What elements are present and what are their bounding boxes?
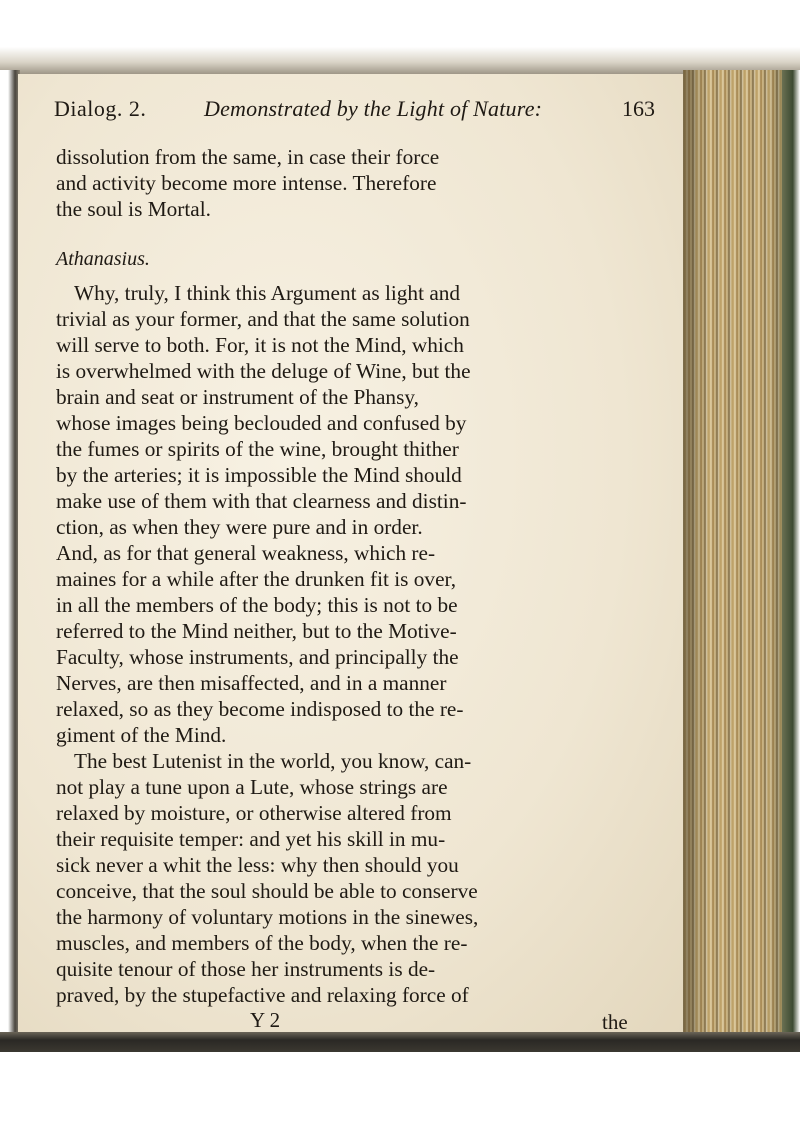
speaker-name: Athanasius. [56, 248, 150, 270]
text-line: make use of them with that clearness and distin- [56, 489, 467, 513]
text-line: Why, truly, I think this Argument as light and [74, 281, 461, 305]
text-line: relaxed, so as they become indisposed to the re- [56, 697, 464, 721]
text-line: The best Lutenist in the world, you know, can- [74, 749, 472, 773]
text-line: conceive, that the soul should be able to conserve [56, 879, 478, 903]
text-line: trivial as your former, and that the same solution [56, 307, 470, 331]
text-line: dissolution from the same, in case their force [56, 145, 440, 169]
page-text [36, 96, 676, 1034]
text-line: their requisite temper: and yet his skill in mu- [56, 827, 446, 851]
text-line: ction, as when they were pure and in order. [56, 515, 423, 539]
catchword: the [602, 1010, 628, 1034]
text-line: Faculty, whose instruments, and principally the [56, 645, 459, 669]
text-line: in all the members of the body; this is not to be [56, 593, 458, 617]
text-line: is overwhelmed with the deluge of Wine, but the [56, 359, 471, 383]
text-line: brain and seat or instrument of the Phansy, [56, 385, 419, 409]
text-line: will serve to both. For, it is not the Mind, which [56, 333, 464, 357]
text-line: the soul is Mortal. [56, 197, 211, 221]
signature-mark: Y 2 [250, 1008, 281, 1032]
text-line: the fumes or spirits of the wine, brought thither [56, 437, 459, 461]
text-line: praved, by the stupefactive and relaxing force of [56, 983, 469, 1007]
text-line: sick never a whit the less: why then should you [56, 853, 459, 877]
dialog-number: Dialog. 2. [54, 96, 147, 121]
text-line: And, as for that general weakness, which re- [56, 541, 436, 565]
page-number: 163 [622, 96, 655, 121]
text-line: quisite tenour of those her instruments is de- [56, 957, 436, 981]
text-line: Nerves, are then misaffected, and in a manner [56, 671, 447, 695]
scan-top-edge [0, 0, 800, 78]
scan-bottom-margin [0, 1052, 800, 1125]
text-line: whose images being beclouded and confused by [56, 411, 467, 435]
book-bottom-edge [0, 1032, 800, 1052]
running-title: Demonstrated by the Light of Nature: [204, 96, 543, 121]
book-binding-edge [0, 70, 20, 1035]
text-line: and activity become more intense. Therefore [56, 171, 437, 195]
text-line: by the arteries; it is impossible the Mind should [56, 463, 462, 487]
page-stack-edge [683, 70, 800, 1036]
text-line: referred to the Mind neither, but to the Motive- [56, 619, 457, 643]
text-line: giment of the Mind. [56, 723, 227, 747]
text-line: maines for a while after the drunken fit is over, [56, 567, 457, 591]
text-line: not play a tune upon a Lute, whose strings are [56, 775, 448, 799]
text-line: relaxed by moisture, or otherwise altered from [56, 801, 452, 825]
text-line: muscles, and members of the body, when the re- [56, 931, 468, 955]
text-line: the harmony of voluntary motions in the sinewes, [56, 905, 479, 929]
running-header [36, 96, 676, 136]
